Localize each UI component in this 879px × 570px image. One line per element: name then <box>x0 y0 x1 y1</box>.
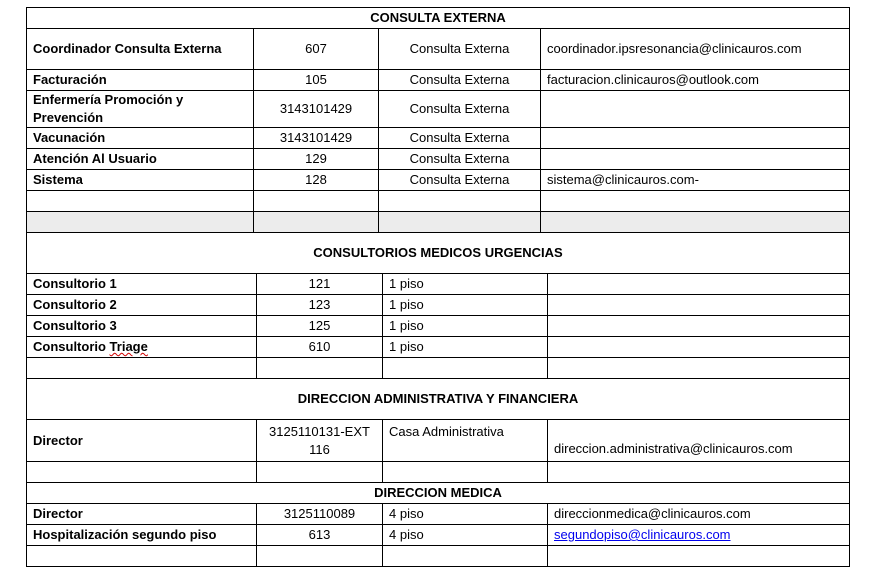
row-extension: 125 <box>257 316 383 337</box>
row-name: Sistema <box>27 170 254 191</box>
row-location: 1 piso <box>383 337 548 358</box>
table-row <box>27 70 850 91</box>
row-name: Coordinador Consulta Externa <box>27 29 254 70</box>
section-title-administrativa: DIRECCION ADMINISTRATIVA Y FINANCIERA <box>27 379 850 420</box>
row-location: 4 piso <box>383 525 548 546</box>
row-name: Hospitalización segundo piso <box>27 525 257 546</box>
row-location: Casa Administrativa <box>383 420 548 462</box>
row-email: direccionmedica@clinicauros.com <box>548 504 850 525</box>
row-extension: 123 <box>257 295 383 316</box>
table-row <box>27 316 850 337</box>
row-extension: 3125110131-EXT 116 <box>257 420 383 462</box>
row-name: Director <box>27 420 257 462</box>
row-name: Atención Al Usuario <box>27 149 254 170</box>
row-email: facturacion.clinicauros@outlook.com <box>541 70 850 91</box>
empty-row <box>27 546 850 567</box>
table-row <box>27 29 850 70</box>
row-location: 1 piso <box>383 274 548 295</box>
row-extension: 121 <box>257 274 383 295</box>
row-extension: 105 <box>254 70 379 91</box>
row-name: Vacunación <box>27 128 254 149</box>
administrativa-table <box>26 378 850 483</box>
row-email <box>541 91 850 128</box>
contact-directory-document <box>26 7 849 567</box>
row-extension: 128 <box>254 170 379 191</box>
row-location: 4 piso <box>383 504 548 525</box>
table-row <box>27 91 850 128</box>
table-row <box>27 504 850 525</box>
row-extension: 613 <box>257 525 383 546</box>
table-row <box>27 525 850 546</box>
row-email: direccion.administrativa@clinicauros.com <box>548 420 850 462</box>
section-title-consulta-externa: CONSULTA EXTERNA <box>27 8 850 29</box>
row-location: 1 piso <box>383 316 548 337</box>
table-row <box>27 295 850 316</box>
row-location: Consulta Externa <box>379 170 541 191</box>
empty-row <box>27 358 850 379</box>
empty-row <box>27 462 850 483</box>
row-name <box>27 337 257 358</box>
table-row <box>27 337 850 358</box>
row-name-suffix: Triage <box>109 339 148 354</box>
row-name-prefix: Consultorio <box>33 339 110 354</box>
table-row <box>27 420 850 462</box>
row-name: Enfermería Promoción y Prevención <box>27 91 254 128</box>
row-extension: 3143101429 <box>254 91 379 128</box>
row-location: Consulta Externa <box>379 149 541 170</box>
urgencias-table <box>26 232 850 379</box>
row-location: Consulta Externa <box>379 29 541 70</box>
section-title-urgencias: CONSULTORIOS MEDICOS URGENCIAS <box>27 233 850 274</box>
email-link[interactable]: segundopiso@clinicauros.com <box>554 527 731 542</box>
row-location: 1 piso <box>383 295 548 316</box>
table-row <box>27 170 850 191</box>
row-name: Consultorio 3 <box>27 316 257 337</box>
row-extension: 3125110089 <box>257 504 383 525</box>
table-row <box>27 149 850 170</box>
row-name: Consultorio 1 <box>27 274 257 295</box>
table-row <box>27 128 850 149</box>
row-name: Facturación <box>27 70 254 91</box>
row-email: coordinador.ipsresonancia@clinicauros.com <box>541 29 850 70</box>
row-extension: 607 <box>254 29 379 70</box>
row-location: Consulta Externa <box>379 128 541 149</box>
section-title-medica: DIRECCION MEDICA <box>27 483 850 504</box>
empty-row <box>27 191 850 212</box>
row-location: Consulta Externa <box>379 91 541 128</box>
row-extension: 129 <box>254 149 379 170</box>
row-extension: 610 <box>257 337 383 358</box>
row-name: Director <box>27 504 257 525</box>
medica-table <box>26 482 850 567</box>
row-email: sistema@clinicauros.com- <box>541 170 850 191</box>
row-email <box>541 149 850 170</box>
row-location: Consulta Externa <box>379 70 541 91</box>
consulta-externa-table <box>26 7 850 233</box>
row-extension: 3143101429 <box>254 128 379 149</box>
row-email <box>541 128 850 149</box>
empty-row <box>27 212 850 233</box>
table-row <box>27 274 850 295</box>
row-name: Consultorio 2 <box>27 295 257 316</box>
